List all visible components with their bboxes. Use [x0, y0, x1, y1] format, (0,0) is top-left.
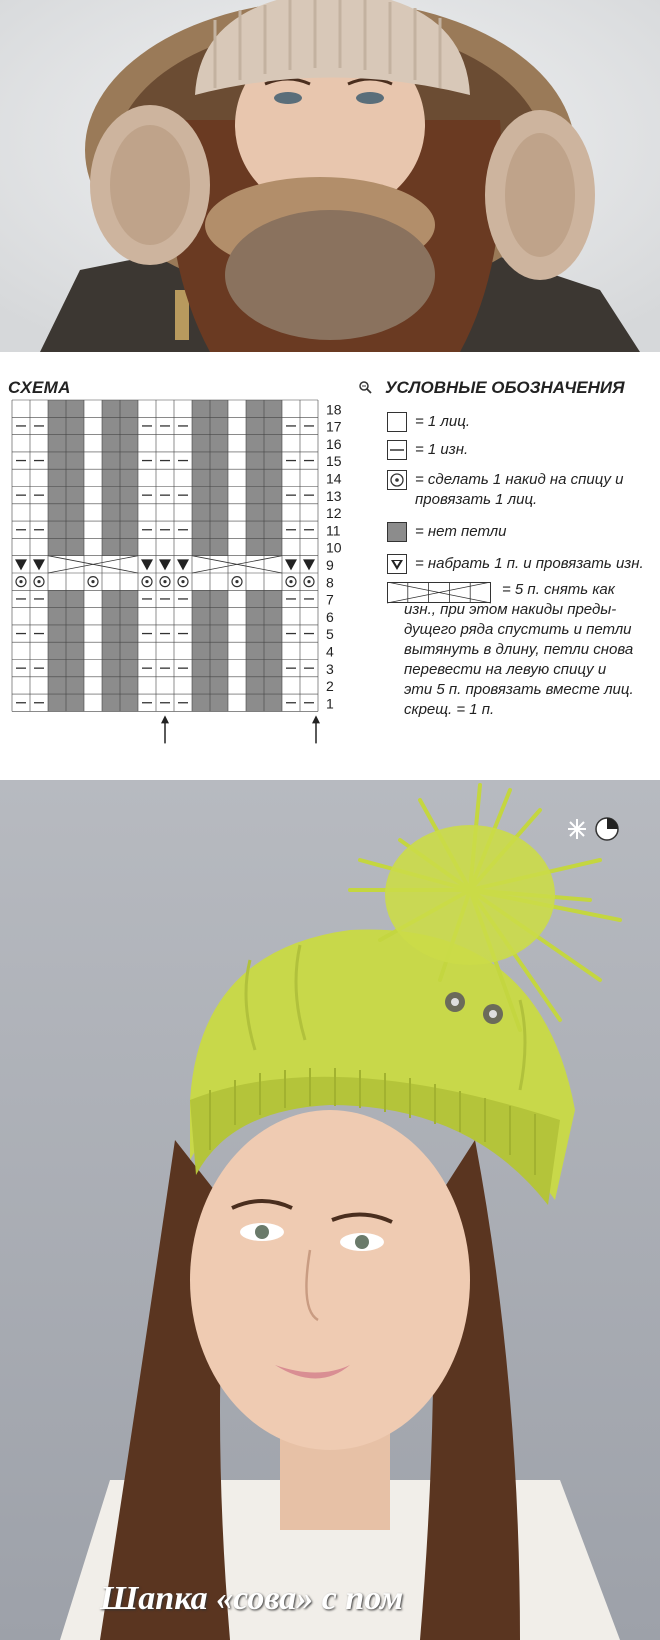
no-stitch-cell [246, 504, 264, 521]
no-stitch-cell [120, 417, 138, 434]
caption: Шапка «сова» с пом [100, 1580, 404, 1617]
no-stitch-cell [120, 400, 138, 417]
no-stitch-cell [102, 435, 120, 452]
no-stitch-cell [66, 642, 84, 659]
no-stitch-cell [192, 469, 210, 486]
row-number: 5 [326, 626, 334, 643]
no-stitch-cell [264, 417, 282, 434]
legend-label-purl: = 1 изн. [415, 441, 469, 458]
row-number: 8 [326, 574, 334, 591]
no-stitch-cell [246, 608, 264, 625]
yarn-over-mark-dot [289, 580, 292, 583]
no-stitch-cell [120, 538, 138, 555]
no-stitch-cell [66, 625, 84, 642]
no-stitch-cell [102, 608, 120, 625]
no-stitch-cell [264, 625, 282, 642]
no-stitch-cell [102, 660, 120, 677]
row-number: 2 [326, 678, 334, 695]
no-stitch-cell [102, 417, 120, 434]
no-stitch-cell [120, 452, 138, 469]
no-stitch-cell [120, 642, 138, 659]
no-stitch-cell [264, 590, 282, 607]
no-stitch-cell [210, 417, 228, 434]
no-stitch-cell [264, 608, 282, 625]
no-stitch-cell [120, 521, 138, 538]
winter-photo [0, 0, 660, 352]
no-stitch-cell [264, 538, 282, 555]
no-stitch-cell [102, 400, 120, 417]
no-stitch-cell [192, 452, 210, 469]
row-start-arrow-head [312, 715, 320, 723]
no-stitch-cell [120, 660, 138, 677]
no-stitch-cell [264, 694, 282, 711]
no-stitch-cell [210, 469, 228, 486]
no-stitch-cell [192, 694, 210, 711]
no-stitch-cell [246, 677, 264, 694]
no-stitch-cell [66, 452, 84, 469]
no-stitch-cell [192, 435, 210, 452]
no-stitch-cell [66, 694, 84, 711]
no-stitch-cell [264, 521, 282, 538]
no-stitch-cell [66, 538, 84, 555]
no-stitch-cell [192, 487, 210, 504]
no-stitch-cell [66, 469, 84, 486]
no-stitch-cell [210, 677, 228, 694]
no-stitch-cell [246, 642, 264, 659]
no-stitch-cell [66, 660, 84, 677]
yarn-over-mark-dot [307, 580, 310, 583]
no-stitch-cell [120, 435, 138, 452]
no-stitch-cell [192, 625, 210, 642]
no-stitch-cell [210, 435, 228, 452]
no-stitch-cell [48, 660, 66, 677]
owl-hat-photo-illustration [0, 780, 660, 1640]
no-stitch-cell [48, 400, 66, 417]
row-number: 10 [326, 539, 342, 556]
no-stitch-cell [66, 504, 84, 521]
zoom-icon[interactable] [358, 380, 372, 394]
no-stitch-cell [102, 504, 120, 521]
no-stitch-cell [48, 590, 66, 607]
no-stitch-cell [264, 660, 282, 677]
no-stitch-cell [48, 417, 66, 434]
yarn-over-mark-dot [19, 580, 22, 583]
no-stitch-cell [102, 538, 120, 555]
no-stitch-cell [120, 590, 138, 607]
chart-title: СХЕМА [8, 378, 71, 397]
no-stitch-cell [66, 417, 84, 434]
legend-long-line: перевести на левую спицу и [404, 661, 607, 678]
no-stitch-cell [246, 469, 264, 486]
no-stitch-cell [246, 660, 264, 677]
season-icons [565, 815, 625, 850]
owl-hat-photo [0, 780, 660, 1640]
no-stitch-cell [66, 590, 84, 607]
no-stitch-cell [102, 469, 120, 486]
no-stitch-cell [48, 694, 66, 711]
no-stitch-cell [192, 642, 210, 659]
row-number: 3 [326, 660, 334, 677]
legend-long-line: изн., при этом накиды преды- [404, 601, 617, 618]
no-stitch-cell [210, 590, 228, 607]
no-stitch-cell [48, 521, 66, 538]
no-stitch-cell [246, 417, 264, 434]
no-stitch-cell [120, 694, 138, 711]
no-stitch-cell [246, 452, 264, 469]
no-stitch-cell [210, 504, 228, 521]
no-stitch-cell [246, 521, 264, 538]
row-number: 17 [326, 418, 342, 435]
legend-label-yarn-over-cont: провязать 1 лиц. [415, 491, 538, 508]
no-stitch-cell [66, 400, 84, 417]
row-number: 12 [326, 505, 342, 522]
legend-long-first-line: = 5 п. снять как [502, 581, 615, 598]
yarn-over-mark-dot [91, 580, 94, 583]
row-number: 1 [326, 695, 334, 712]
no-stitch-cell [246, 487, 264, 504]
row-number: 7 [326, 591, 334, 608]
yarn-over-mark-dot [145, 580, 148, 583]
no-stitch-cell [48, 435, 66, 452]
no-stitch-cell [192, 504, 210, 521]
no-stitch-cell [120, 625, 138, 642]
no-stitch-cell [48, 538, 66, 555]
no-stitch-cell [48, 677, 66, 694]
no-stitch-cell [210, 400, 228, 417]
no-stitch-symbol-icon [387, 522, 407, 542]
legend-long-line: дущего ряда спустить и петли [404, 621, 632, 638]
no-stitch-cell [66, 435, 84, 452]
snowflake-icon [565, 815, 625, 845]
no-stitch-cell [66, 487, 84, 504]
no-stitch-cell [264, 487, 282, 504]
no-stitch-cell [102, 521, 120, 538]
no-stitch-cell [192, 521, 210, 538]
no-stitch-cell [246, 400, 264, 417]
row-number: 11 [326, 522, 341, 539]
no-stitch-cell [102, 487, 120, 504]
no-stitch-cell [210, 660, 228, 677]
no-stitch-cell [48, 452, 66, 469]
purl-symbol-icon [387, 440, 407, 460]
no-stitch-cell [192, 677, 210, 694]
no-stitch-cell [192, 660, 210, 677]
no-stitch-cell [192, 417, 210, 434]
no-stitch-cell [210, 452, 228, 469]
row-number: 16 [326, 435, 342, 452]
legend-long-line: вытянуть в длину, петли снова [404, 641, 634, 658]
no-stitch-cell [120, 504, 138, 521]
no-stitch-cell [210, 694, 228, 711]
legend-long-line: скрещ. = 1 п. [404, 701, 495, 718]
no-stitch-cell [66, 608, 84, 625]
no-stitch-cell [120, 608, 138, 625]
no-stitch-cell [102, 590, 120, 607]
no-stitch-cell [192, 608, 210, 625]
no-stitch-cell [192, 590, 210, 607]
no-stitch-cell [48, 608, 66, 625]
no-stitch-cell [246, 435, 264, 452]
row-number: 14 [326, 470, 342, 487]
no-stitch-cell [264, 642, 282, 659]
no-stitch-cell [210, 642, 228, 659]
no-stitch-cell [102, 694, 120, 711]
no-stitch-cell [264, 452, 282, 469]
legend-label-yarn-over: = сделать 1 накид на спицу и [415, 471, 624, 488]
yarn-over-mark-dot [163, 580, 166, 583]
no-stitch-cell [48, 504, 66, 521]
no-stitch-cell [120, 469, 138, 486]
no-stitch-cell [246, 625, 264, 642]
no-stitch-cell [264, 504, 282, 521]
yarn-over-symbol-icon [387, 470, 407, 490]
yarn-over-mark-dot [181, 580, 184, 583]
no-stitch-cell [264, 435, 282, 452]
no-stitch-cell [246, 538, 264, 555]
no-stitch-cell [66, 677, 84, 694]
legend-label-make-one-purl: = набрать 1 п. и провязать изн. [415, 555, 644, 572]
legend-label-knit: = 1 лиц. [415, 413, 470, 430]
no-stitch-cell [264, 677, 282, 694]
row-number: 9 [326, 557, 334, 573]
legend-label-no-stitch: = нет петли [415, 523, 507, 540]
no-stitch-cell [264, 469, 282, 486]
no-stitch-cell [246, 694, 264, 711]
no-stitch-cell [48, 469, 66, 486]
knit-symbol-icon [387, 412, 407, 432]
no-stitch-cell [210, 487, 228, 504]
no-stitch-cell [48, 625, 66, 642]
no-stitch-cell [48, 487, 66, 504]
row-number: 13 [326, 487, 342, 504]
row-number: 15 [326, 453, 342, 470]
no-stitch-cell [66, 521, 84, 538]
row-number: 18 [326, 401, 342, 418]
row-number: 6 [326, 608, 334, 625]
no-stitch-cell [246, 590, 264, 607]
legend-long-line: эти 5 п. провязать вместе лиц. [404, 681, 634, 698]
row-number: 4 [326, 643, 334, 660]
row-start-arrow-head [161, 715, 169, 723]
no-stitch-cell [192, 538, 210, 555]
yarn-over-mark-dot [235, 580, 238, 583]
no-stitch-cell [192, 400, 210, 417]
no-stitch-cell [120, 677, 138, 694]
no-stitch-cell [102, 625, 120, 642]
no-stitch-cell [102, 452, 120, 469]
no-stitch-cell [210, 538, 228, 555]
legend-item-five-stitch-cross [404, 580, 656, 720]
yarn-over-mark-dot [37, 580, 40, 583]
no-stitch-cell [210, 608, 228, 625]
knitting-chart-panel [0, 352, 660, 780]
legend-title: УСЛОВНЫЕ ОБОЗНАЧЕНИЯ [385, 378, 625, 397]
no-stitch-cell [210, 521, 228, 538]
no-stitch-cell [48, 642, 66, 659]
winter-photo-illustration [0, 0, 660, 352]
no-stitch-cell [102, 642, 120, 659]
no-stitch-cell [264, 400, 282, 417]
no-stitch-cell [102, 677, 120, 694]
no-stitch-cell [210, 625, 228, 642]
make-one-purl-symbol-icon [387, 554, 407, 574]
no-stitch-cell [120, 487, 138, 504]
knitting-chart-grid [0, 352, 360, 752]
